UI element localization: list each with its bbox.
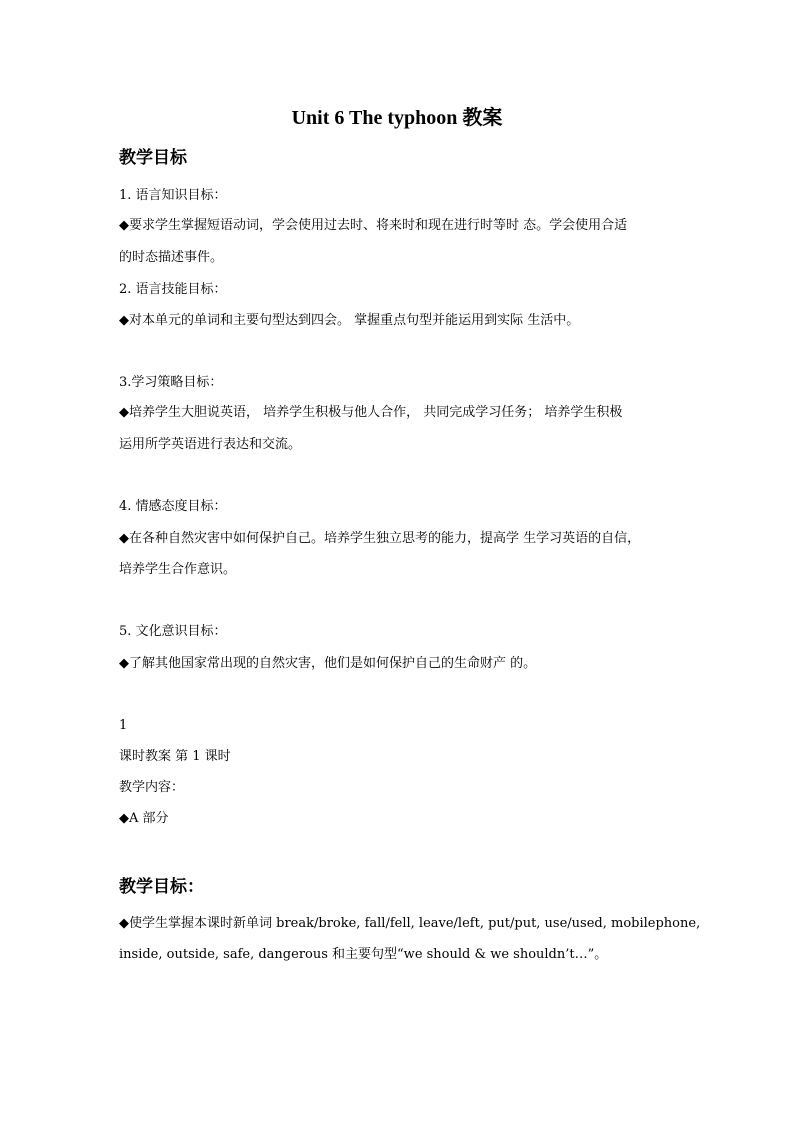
- item1-text-line2: 的时态描述事件。: [119, 250, 224, 265]
- lesson-line: 课时教案 第 1 课时: [119, 749, 231, 764]
- content-label: 教学内容：: [119, 780, 185, 795]
- goal-text-line2: inside, outside, safe, dangerous 和主要句型“we should & we shouldn’t…”。: [119, 947, 608, 962]
- item1-label: 1. 语言知识目标：: [119, 188, 227, 203]
- item4-text-line2: 培养学生合作意识。: [119, 562, 237, 577]
- item1-text-line1: ◆要求学生掌握短语动词，学会使用过去时、将来时和现在进行时等时 态。学会使用合适: [119, 218, 628, 233]
- section-heading-lesson-goals: 教学目标：: [119, 877, 204, 897]
- item2-label: 2. 语言技能目标：: [119, 282, 227, 297]
- page-number: 1: [119, 718, 128, 733]
- section-heading-goals: 教学目标: [119, 148, 187, 168]
- document-title: Unit 6 The typhoon 教案: [291, 107, 503, 129]
- item3-label: 3.学习策略目标：: [119, 375, 223, 390]
- item4-label: 4. 情感态度目标：: [119, 499, 227, 514]
- item5-label: 5. 文化意识目标：: [119, 624, 227, 639]
- content-item: ◆A 部分: [119, 811, 169, 826]
- item3-text-line1: ◆培养学生大胆说英语， 培养学生积极与他人合作， 共同完成学习任务； 培养学生积极: [119, 405, 623, 420]
- item3-text-line2: 运用所学英语进行表达和交流。: [119, 437, 302, 452]
- item5-text: ◆了解其他国家常出现的自然灾害，他们是如何保护自己的生命财产 的。: [119, 656, 537, 671]
- goal-text-line1: ◆使学生掌握本课时新单词 break/broke, fall/fell, leave/left, put/put, use/used, mobilephone,: [119, 916, 701, 931]
- item2-text: ◆对本单元的单词和主要句型达到四会。 掌握重点句型并能运用到实际 生活中。: [119, 313, 580, 328]
- item4-text-line1: ◆在各种自然灾害中如何保护自己。培养学生独立思考的能力，提高学 生学习英语的自信，: [119, 531, 641, 546]
